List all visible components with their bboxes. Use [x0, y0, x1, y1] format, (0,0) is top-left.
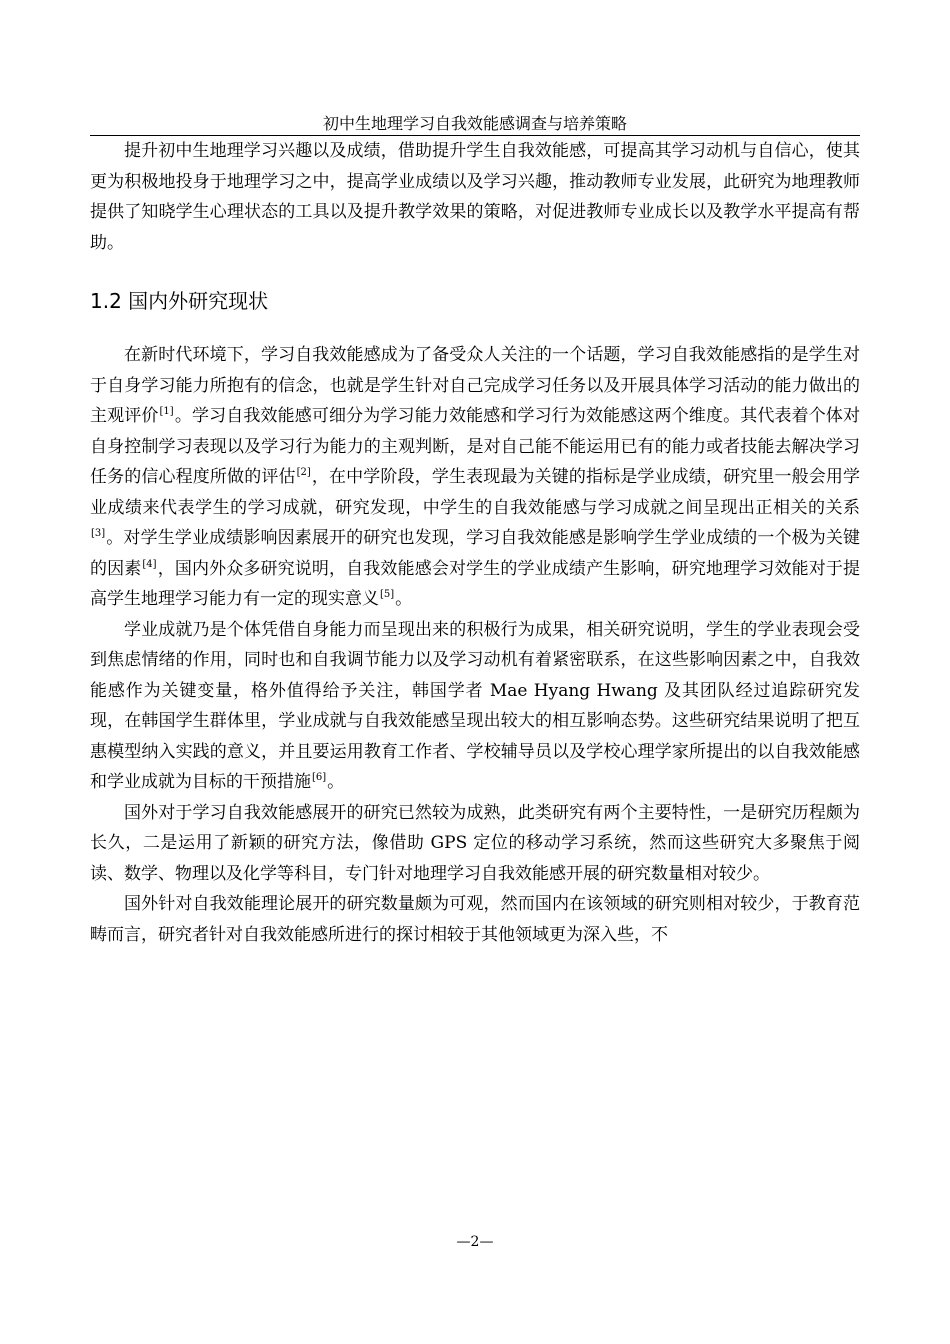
paragraph-academic-achievement [90, 615, 860, 798]
document-body [90, 136, 860, 950]
citation-6: [6] [312, 772, 327, 783]
citation-3: [3] [91, 528, 106, 539]
citation-1: [1] [159, 406, 174, 417]
paragraph-domestic-research: 国外针对自我效能理论展开的研究数量颇为可观，然而国内在该领域的研究则相对较少，于教育范畴而言，研究者针对自我效能感所进行的探讨相较于其他领域更为深入些，不 [90, 894, 860, 945]
paragraph-text: 学业成就乃是个体凭借自身能力而呈现出来的积极行为成果，相关研究说明，学生的学业表现会受到焦虑情绪的作用，同时也和自我调节能力以及学习动机有着紧密联系，在这些影响因素之中，自我效能感作为关键变量，格外值得给予关注，韩国学者 Mae Hyang Hwang 及其团队经过追踪研究发现，在韩国学生群体里，学业成就与自我效能感呈现出较大的相互影响态势。这些研究结果说明了把互惠模型纳入实践的意义，并且要运用教育工作者、学校辅导员以及学校心理学家所提出的以自我效能感和学业成就为目标的干预措施 [90, 619, 860, 792]
citation-4: [4] [142, 558, 157, 570]
paragraph-text: ，国内外众多研究说明，自我效能感会对学生的学业成绩产生影响，研究地理学习效能对于提高学生地理学习能力有一定的现实意义 [90, 558, 861, 609]
intro-paragraph: 提升初中生地理学习兴趣以及成绩，借助提升学生自我效能感，可提高其学习动机与自信心，使其更为积极地投身于地理学习之中，提高学业成绩以及学习兴趣，推动教师专业发展，此研究为地理教师提供了知晓学生心理状态的工具以及提升教学效果的策略，对促进教师专业成长以及教学水平提高有帮助。 [90, 141, 860, 253]
citation-5: [5] [380, 589, 395, 600]
paragraph-foreign-research: 国外对于学习自我效能感展开的研究已然较为成熟，此类研究有两个主要特性，一是研究历程颇为长久，二是运用了新颖的研究方法，像借助 GPS 定位的移动学习系统，然而这些研究大多聚焦于阅读、数学、物理以及化学等科目，专门针对地理学习自我效能感开展的研究数量相对较少。 [90, 802, 860, 884]
running-header: 初中生地理学习自我效能感调查与培养策略 [322, 114, 627, 133]
paragraph-research-overview [90, 340, 860, 615]
paragraph-text: 。 [327, 772, 345, 792]
paragraph-text: 。学习自我效能感可细分为学习能力效能感和学习行为效能感这两个维度。其代表着个体对自身控制学习表现以及学习行为能力的主观判断，是对自己能不能运用已有的能力或者技能去解决学习任务的信心程度所做的评估 [90, 406, 860, 487]
citation-2: [2] [296, 467, 311, 478]
page-number: —2— [456, 1234, 494, 1250]
paragraph-text: 在新时代环境下，学习自我效能感成为了备受众人关注的一个话题，学习自我效能感指的是学生对于自身学习能力所抱有的信念，也就是学生针对自己完成学习任务以及开展具体学习活动的能力做出的主观评价 [90, 345, 860, 426]
paragraph-text: 。 [395, 589, 413, 609]
paragraph-text: ，在中学阶段，学生表现最为关键的指标是学业成绩，研究里一般会用学业成绩来代表学生的学习成就，研究发现，中学生的自我效能感与学习成就之间呈现出正相关的关系 [90, 467, 861, 518]
section-heading: 1.2 国内外研究现状 [90, 289, 269, 313]
paragraph-text: 。对学生学业成绩影响因素展开的研究也发现，学习自我效能感是影响学生学业成绩的一个极为关键的因素 [90, 528, 860, 579]
